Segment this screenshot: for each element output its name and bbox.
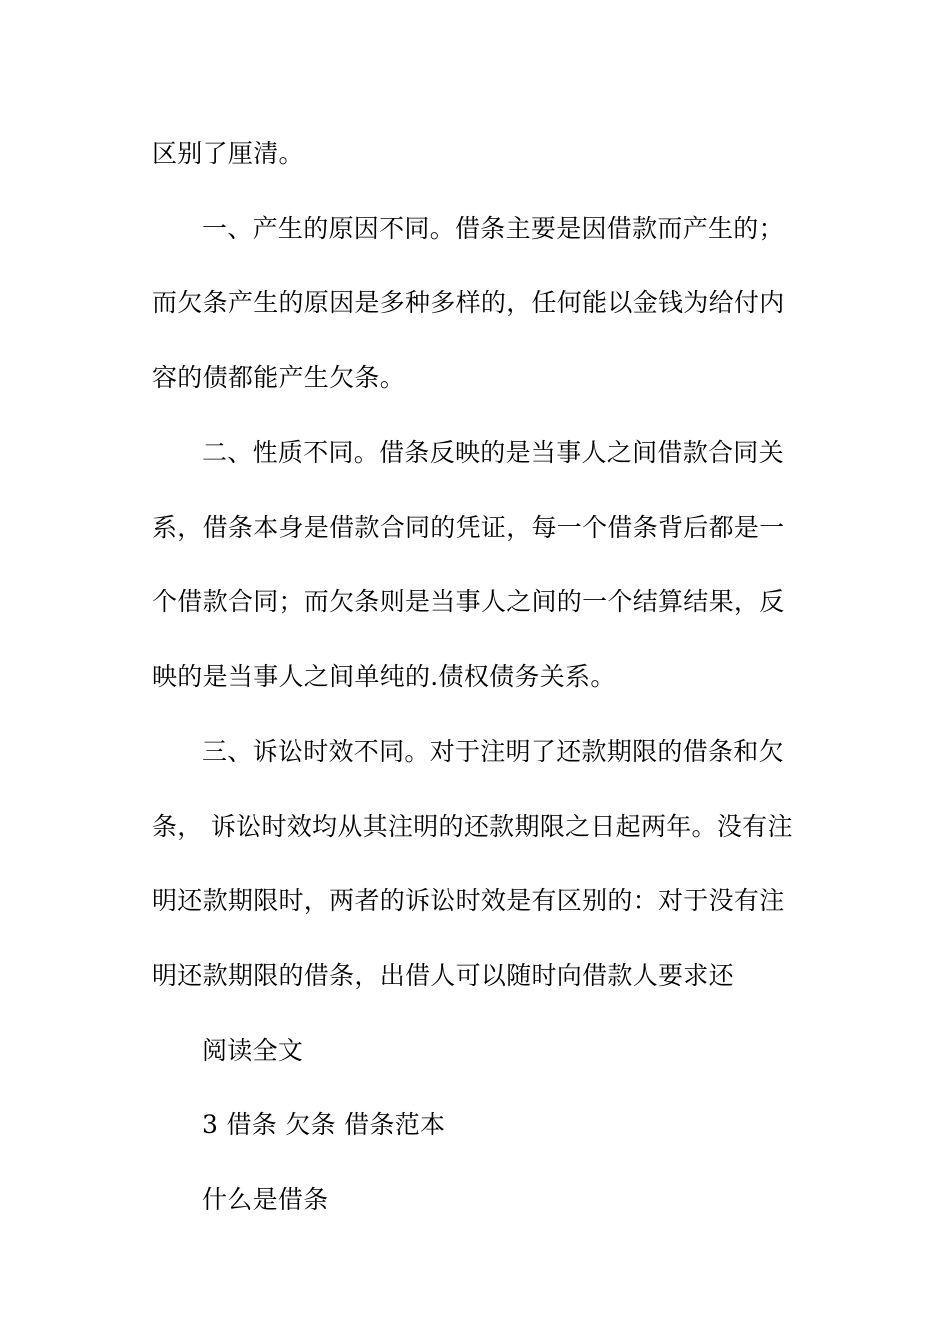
read-more-link[interactable]: 阅读全文 bbox=[202, 1036, 304, 1065]
text-line-11: 明还款期限时，两者的诉讼时效是有区别的：对于没有注 bbox=[152, 886, 785, 915]
text-line-8: 映的是当事人之间单纯的.债权债务关系。 bbox=[152, 662, 616, 691]
text-line-9: 三、诉讼时效不同。对于注明了还款期限的借条和欠 bbox=[202, 737, 784, 766]
text-line-5: 二、性质不同。借条反映的是当事人之间借款合同关 bbox=[202, 438, 784, 467]
text-line-1: 区别了厘清。 bbox=[152, 139, 304, 168]
section-heading: 什么是借条 bbox=[202, 1185, 329, 1214]
tags-line: 3 借条 欠条 借条范本 bbox=[202, 1110, 446, 1139]
text-line-4: 容的债都能产生欠条。 bbox=[152, 363, 406, 392]
text-line-2: 一、产生的原因不同。借条主要是因借款而产生的； bbox=[202, 214, 784, 243]
text-line-3: 而欠条产生的原因是多种多样的，任何能以金钱为给付内 bbox=[152, 288, 785, 317]
text-line-7: 个借款合同；而欠条则是当事人之间的一个结算结果，反 bbox=[152, 587, 785, 616]
text-line-10: 条， 诉讼时效均从其注明的还款期限之日起两年。没有注 bbox=[152, 812, 793, 841]
text-line-12: 明还款期限的借条，出借人可以随时向借款人要求还 bbox=[152, 961, 734, 990]
text-line-6: 系，借条本身是借款合同的凭证，每一个借条背后都是一 bbox=[152, 513, 785, 542]
